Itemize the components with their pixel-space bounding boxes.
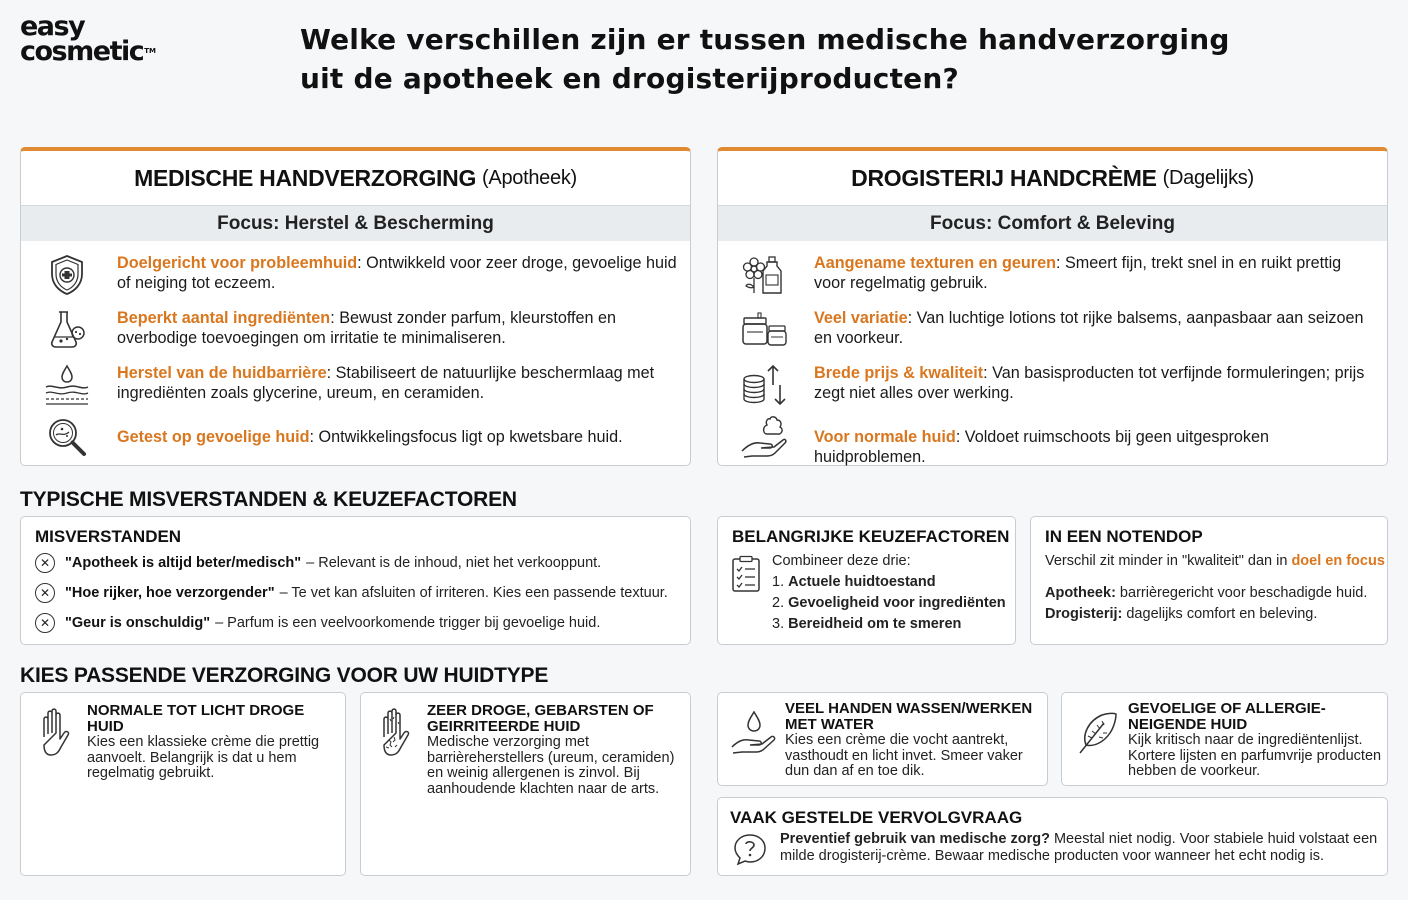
skin-card-title: ZEER DROGE, GEBARSTEN OF GEIRRITEERDE HUID (427, 702, 654, 735)
misconception-text: – Parfum is een veelvoorkomende trigger bij gevoelige huid. (215, 615, 601, 631)
feature-item (21, 253, 690, 297)
feature-highlight: Doelgericht voor probleemhuid (117, 254, 358, 272)
misconception-item (35, 553, 601, 573)
faq-content (780, 831, 1380, 865)
choice-factor-text: Actuele huidtoestand (788, 574, 936, 590)
logo-line1: easy (20, 11, 85, 42)
faq-answer: Meestal niet nodig. Voor stabiele huid volstaat een milde drogisterij-crème. Bewaar medische producten voor wanneer het echt nodig is. (780, 831, 1378, 864)
cracked-hand-icon (375, 707, 415, 768)
skin-type-section-title: KIES PASSENDE VERZORGING VOOR UW HUIDTYPE (20, 664, 549, 687)
flower-bottle-icon (738, 253, 790, 297)
nutshell-pharmacy (1045, 583, 1367, 604)
drugstore-card-title-text: DROGISTERIJ HANDCRÈME (851, 164, 1157, 191)
feature-description: : Bewust zonder parfum, kleurstoffen en overbodige toevoegingen om irritatie te minimaliseren. (117, 309, 617, 347)
feature-text (814, 308, 1387, 348)
feature-highlight: Beperkt aantal ingrediënten (117, 309, 331, 327)
feature-item (718, 308, 1387, 352)
skin-card-very-dry (360, 692, 691, 876)
drugstore-card-subtitle: (Dagelijks) (1162, 166, 1254, 189)
misconception-text: – Te vet kan afsluiten of irriteren. Kies een passende textuur. (279, 585, 668, 601)
misconception-quote: "Hoe rijker, hoe verzorgender" (65, 585, 275, 601)
feature-item (718, 363, 1387, 407)
misconception-quote: "Geur is onschuldig" (65, 615, 211, 631)
x-circle-icon: ✕ (35, 553, 55, 573)
drugstore-card-focus: Focus: Comfort & Beleving (718, 205, 1387, 241)
nutshell-intro-highlight: doel en focus (1291, 553, 1385, 569)
skin-card-content (87, 703, 337, 782)
magnifier-icon (41, 415, 93, 459)
choice-factor-num: 3. (772, 616, 785, 632)
feature-text (117, 253, 690, 293)
shield-cross-icon (41, 253, 93, 297)
feature-highlight: Getest op gevoelige huid (117, 428, 310, 446)
jars-icon (738, 308, 790, 352)
misconceptions-box (20, 516, 691, 645)
skin-card-content (427, 703, 685, 797)
skin-card-body: Kies een klassieke crème die prettig aanvoelt. Belangrijk is dat u hem regelmatig gebruikt. (87, 734, 320, 781)
feature-text (117, 415, 635, 447)
faq-box (717, 797, 1388, 876)
hand-icon (35, 707, 75, 768)
feature-item (718, 415, 1387, 467)
easycosmetic-logo (20, 11, 180, 67)
skin-card-normal (20, 692, 346, 876)
flask-icon (41, 308, 93, 352)
skin-card-body: Medische verzorging met barrièreherstellers (ureum, ceramiden) en weinig allergenen is zinvol. Bij aanhoudende klachten naar de arts. (427, 734, 675, 797)
water-drop-hand-icon (730, 709, 778, 762)
logo-line2: cosmetic (20, 36, 144, 67)
checklist-icon (730, 555, 762, 598)
choice-factors-intro: Combineer deze drie: (772, 553, 911, 569)
feature-text (117, 363, 690, 403)
skin-card-sensitive (1061, 692, 1388, 786)
feature-item (718, 253, 1387, 297)
choice-factor-text: Gevoeligheid voor ingrediënten (788, 595, 1006, 611)
nutshell-drugstore (1045, 604, 1317, 625)
feature-text (814, 253, 1387, 293)
nutshell-pharmacy-text: barrièregericht voor beschadigde huid. (1115, 585, 1368, 601)
feature-highlight: Voor normale huid (814, 428, 956, 446)
choice-factor-item (772, 572, 1006, 593)
medical-card-title (21, 151, 690, 205)
coins-arrows-icon (738, 363, 790, 407)
choice-factor-item (772, 593, 1006, 614)
feature-text (814, 363, 1387, 403)
nutshell-title: IN EEN NOTENDOP (1045, 527, 1203, 546)
nutshell-drugstore-label: Drogisterij: (1045, 606, 1123, 622)
skin-card-body: Kies een crème die vocht aantrekt, vasthoudt en licht invet. Smeer vaker dun dan af en toe dik. (785, 732, 1023, 779)
medical-card-subtitle: (Apotheek) (482, 166, 577, 189)
feature-description: : Stabiliseert de natuurlijke beschermlaag met ingrediënten zoals glycerine, ureum, en ceramiden. (117, 364, 655, 402)
x-circle-icon: ✕ (35, 583, 55, 603)
faq-question: Preventief gebruik van medische zorg? (780, 831, 1050, 847)
feature-item (21, 308, 690, 352)
medical-card-focus: Focus: Herstel & Bescherming (21, 205, 690, 241)
feature-description: : Ontwikkeld voor zeer droge, gevoelige huid of neiging tot eczeem. (117, 254, 677, 292)
hand-cream-icon (738, 415, 790, 459)
skin-card-title: GEVOELIGE OF ALLERGIE-NEIGENDE HUID (1128, 700, 1326, 733)
nutshell-intro-text: Verschil zit minder in "kwaliteit" dan in (1045, 553, 1292, 569)
medical-care-card (20, 147, 691, 466)
feature-text (814, 415, 1387, 467)
feature-highlight: Veel variatie (814, 309, 908, 327)
page-title (300, 20, 1300, 98)
feature-highlight: Aangename texturen en geuren (814, 254, 1056, 272)
feature-item (21, 415, 690, 459)
misconception-quote: "Apotheek is altijd beter/medisch" (65, 555, 302, 571)
feature-text (117, 308, 690, 348)
skin-card-title: NORMALE TOT LICHT DROGE HUID (87, 702, 305, 735)
choice-factor-text: Bereidheid om te smeren (788, 616, 962, 632)
logo-tm: TM (144, 47, 156, 55)
drugstore-cream-card (717, 147, 1388, 466)
misconception-text: – Relevant is de inhoud, niet het verkooppunt. (306, 555, 602, 571)
skin-card-body: Kijk kritisch naar de ingrediëntenlijst. Kortere lijsten en parfumvrije producten hebben de voorkeur. (1128, 732, 1382, 779)
choice-factor-num: 2. (772, 595, 785, 611)
choice-factors-list (772, 551, 1006, 635)
nutshell-pharmacy-label: Apotheek: (1045, 585, 1116, 601)
feather-icon (1074, 709, 1122, 762)
page-title-line2: uit de apotheek en drogisterijproducten? (300, 62, 959, 95)
nutshell-drugstore-text: dagelijks comfort en beleving. (1122, 606, 1318, 622)
question-bubble-icon (732, 832, 768, 871)
feature-description: : Van basisproducten tot verfijnde formuleringen; prijs zegt niet alles over werking. (814, 364, 1365, 402)
misconceptions-title: MISVERSTANDEN (35, 527, 182, 546)
skin-card-title: VEEL HANDEN WASSEN/WERKEN MET WATER (785, 700, 1033, 733)
choice-factors-box (717, 516, 1016, 645)
x-circle-icon: ✕ (35, 613, 55, 633)
choice-factor-num: 1. (772, 574, 785, 590)
misconception-item (35, 613, 600, 633)
drugstore-card-title (718, 151, 1387, 205)
misconception-item (35, 583, 668, 603)
feature-highlight: Brede prijs & kwaliteit (814, 364, 984, 382)
misconceptions-section-title: TYPISCHE MISVERSTANDEN & KEUZEFACTOREN (20, 488, 517, 511)
skin-card-water-work (717, 692, 1048, 786)
page-title-line1: Welke verschillen zijn er tussen medische handverzorging (300, 23, 1230, 56)
feature-description: : Ontwikkelingsfocus ligt op kwetsbare huid. (309, 428, 623, 446)
medical-card-title-text: MEDISCHE HANDVERZORGING (134, 164, 477, 191)
skin-layers-icon (41, 363, 93, 407)
nutshell-box (1030, 516, 1388, 645)
choice-factor-item (772, 614, 1006, 635)
choice-factors-title: BELANGRIJKE KEUZEFACTOREN (732, 527, 1010, 546)
skin-card-content (785, 701, 1043, 780)
feature-description: : Voldoet ruimschoots bij geen uitgesproken huidproblemen. (814, 428, 1269, 466)
faq-title: VAAK GESTELDE VERVOLGVRAAG (730, 808, 1023, 827)
feature-item (21, 363, 690, 407)
feature-highlight: Herstel van de huidbarrière (117, 364, 327, 382)
feature-description: : Van luchtige lotions tot rijke balsems, aanpasbaar aan seizoen en voorkeur. (814, 309, 1364, 347)
skin-card-content (1128, 701, 1383, 780)
nutshell-intro (1045, 551, 1385, 572)
feature-description: : Smeert fijn, trekt snel in en ruikt prettig voor regelmatig gebruik. (814, 254, 1342, 292)
